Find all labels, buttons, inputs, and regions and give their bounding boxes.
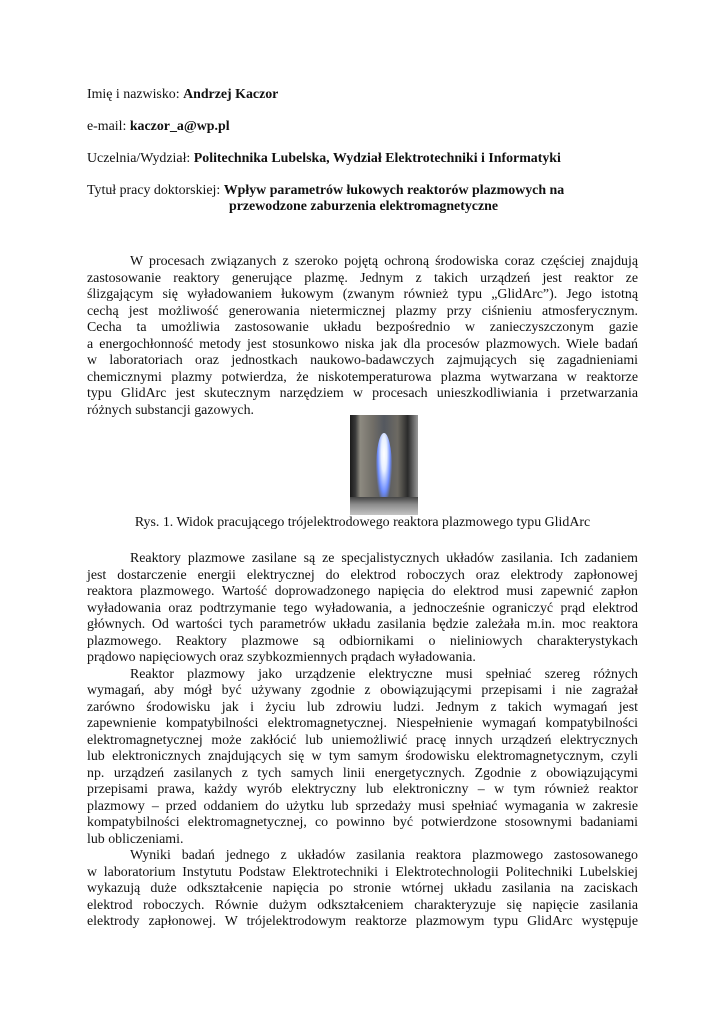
text-line: różnych substancji gazowych.	[87, 402, 255, 418]
text-line: Reaktory plazmowe zasilane są ze specjalistycznych układów zasilania. Ich zadaniem	[130, 551, 638, 566]
text-line: W procesach związanych z szeroko pojętą ochroną środowiska coraz częściej znajdują	[130, 254, 638, 269]
name-label: Imię i nazwisko:	[87, 87, 180, 102]
text-line: zastosowanie reaktory generujące plazmę. Jednym z takich urządzeń jest reaktor ze	[87, 270, 638, 286]
text-line: cechą jest możliwość generowania nietermicznej plazmy przy ciśnieniu atmosferycznym.	[87, 303, 638, 319]
plasma-reactor-photo	[350, 415, 418, 515]
email-label: e-mail:	[87, 119, 127, 134]
text-line: przepisami prawa, każdy wyrób elektryczny lub elektroniczny – w tym również reaktor	[87, 782, 638, 797]
text-line: zapewnienie kompatybilności elektromagnetycznej. Niespełnienie wymagań kompatybilności	[87, 716, 638, 731]
author-line	[87, 87, 278, 103]
paragraph-4	[87, 848, 638, 931]
text-line: zarówno środowisku jak i życiu lub zdrowiu ludzi. Jednym z takich wymagań jest	[87, 699, 638, 715]
text-line: w laboratorium Instytutu Podstaw Elektrotechniki i Elektrotechnologii Politechniki Lubelskiej	[87, 864, 638, 880]
university-label: Uczelnia/Wydział:	[87, 151, 191, 166]
text-line: kompatybilności elektromagnetycznej, co powinno być potwierdzone stosownymi badaniami	[87, 815, 638, 830]
text-line: wykazują duże odkształcenie napięcia po stronie wtórnej układu zasilania na zaciskach	[87, 881, 638, 896]
text-line: Cecha ta umożliwia zastosowanie układu bezpośrednio w zanieczyszczonym gazie	[87, 320, 638, 335]
university-line	[87, 151, 561, 167]
email-value: kaczor_a@wp.pl	[129, 119, 230, 134]
text-line: Reaktor plazmowy jako urządzenie elektryczne musi spełniać szereg różnych	[130, 666, 638, 682]
text-line: a energochłonność metody jest stosunkowo niska jak dla procesów plazmowych. Wiele badań	[87, 336, 638, 352]
text-line: wyładowania oraz podtrzymanie tego wyładowania, a jednocześnie ograniczyć prąd elektrod	[87, 600, 638, 616]
paragraph-3	[87, 667, 638, 849]
text-line: elektrody zapłonowej. W trójelektrodowym reaktorze plazmowym typu GlidArc występuje	[87, 914, 638, 929]
thesis-line	[87, 183, 564, 199]
text-line: ślizgającym się wyładowaniem łukowym (zwanym również typu „GlidArc”). Jego istotną	[87, 287, 638, 302]
text-line: wymagań, aby mógł być używany zgodnie z obowiązującymi przepisami i nie zagrażał	[87, 683, 638, 698]
text-line: plazmowy – przed oddaniem do użytku lub sprzedaży musi spełniać wymagania w zakresie	[87, 798, 638, 814]
university-value: Politechnika Lubelska, Wydział Elektrotechniki i Informatyki	[193, 151, 561, 166]
text-line: np. urządzeń zasilanych z tych samych linii energetycznych. Zgodnie z obowiązującymi	[87, 765, 638, 781]
paragraph-2	[87, 551, 638, 667]
reactor-base	[350, 497, 418, 515]
thesis-label: Tytuł pracy doktorskiej:	[87, 183, 221, 198]
text-line: reaktora plazmowego. Wartość doprowadzonego napięcia do elektrod musi zapewnić zapłon	[87, 584, 638, 599]
text-line: głównych. Od wartości tych parametrów układu zasilania będzie zależała m.in. moc reaktora	[87, 617, 638, 632]
author-name: Andrzej Kaczor	[183, 87, 279, 102]
email-line	[87, 119, 230, 135]
text-line: w laboratoriach oraz jednostkach naukowo-badawczych zajmujących się zagadnieniami	[87, 353, 638, 368]
text-line: elektromagnetycznej może zakłócić lub uniemożliwić pracę innych urządzeń elektrycznych	[87, 732, 638, 748]
text-line: plazmowego. Reaktory plazmowe są odbiornikami o nieliniowych charakterystykach	[87, 633, 638, 649]
text-line: typu GlidArc jest skutecznym narzędziem w procesach unieszkodliwiania i przetwarzania	[87, 386, 638, 401]
text-line: lub elektronicznych znajdujących się w tym samym środowisku elektromagnetycznym, czyli	[87, 749, 638, 764]
text-line: prądowo napięciowych oraz szybkozmiennych prądach wyładowania.	[87, 650, 476, 665]
thesis-title-line1: Wpływ parametrów łukowych reaktorów plazmowych na	[223, 183, 565, 198]
plasma-flame	[376, 433, 392, 503]
text-line: elektrod roboczych. Równie dużym odkształceniem charakteryzuje się napięcie zasilania	[87, 897, 638, 913]
text-line: chemicznymi plazmy potwierdza, że niskotemperaturowa plazma wytwarzana w reaktorze	[87, 369, 638, 385]
text-line: Wyniki badań jednego z układów zasilania reaktora plazmowego zastosowanego	[130, 848, 638, 863]
thesis-title-line2: przewodzone zaburzenia elektromagnetyczne	[229, 199, 499, 214]
text-line: lub obliczeniami.	[87, 831, 184, 847]
thesis-title-line2-row	[229, 199, 498, 215]
text-line: jest dostarczenie energii elektrycznej do elektrod roboczych oraz elektrody zapłonowej	[87, 567, 638, 583]
paragraph-1	[87, 254, 638, 419]
figure-caption: Rys. 1. Widok pracującego trójelektrodowego reaktora plazmowego typu GlidArc	[134, 515, 591, 530]
